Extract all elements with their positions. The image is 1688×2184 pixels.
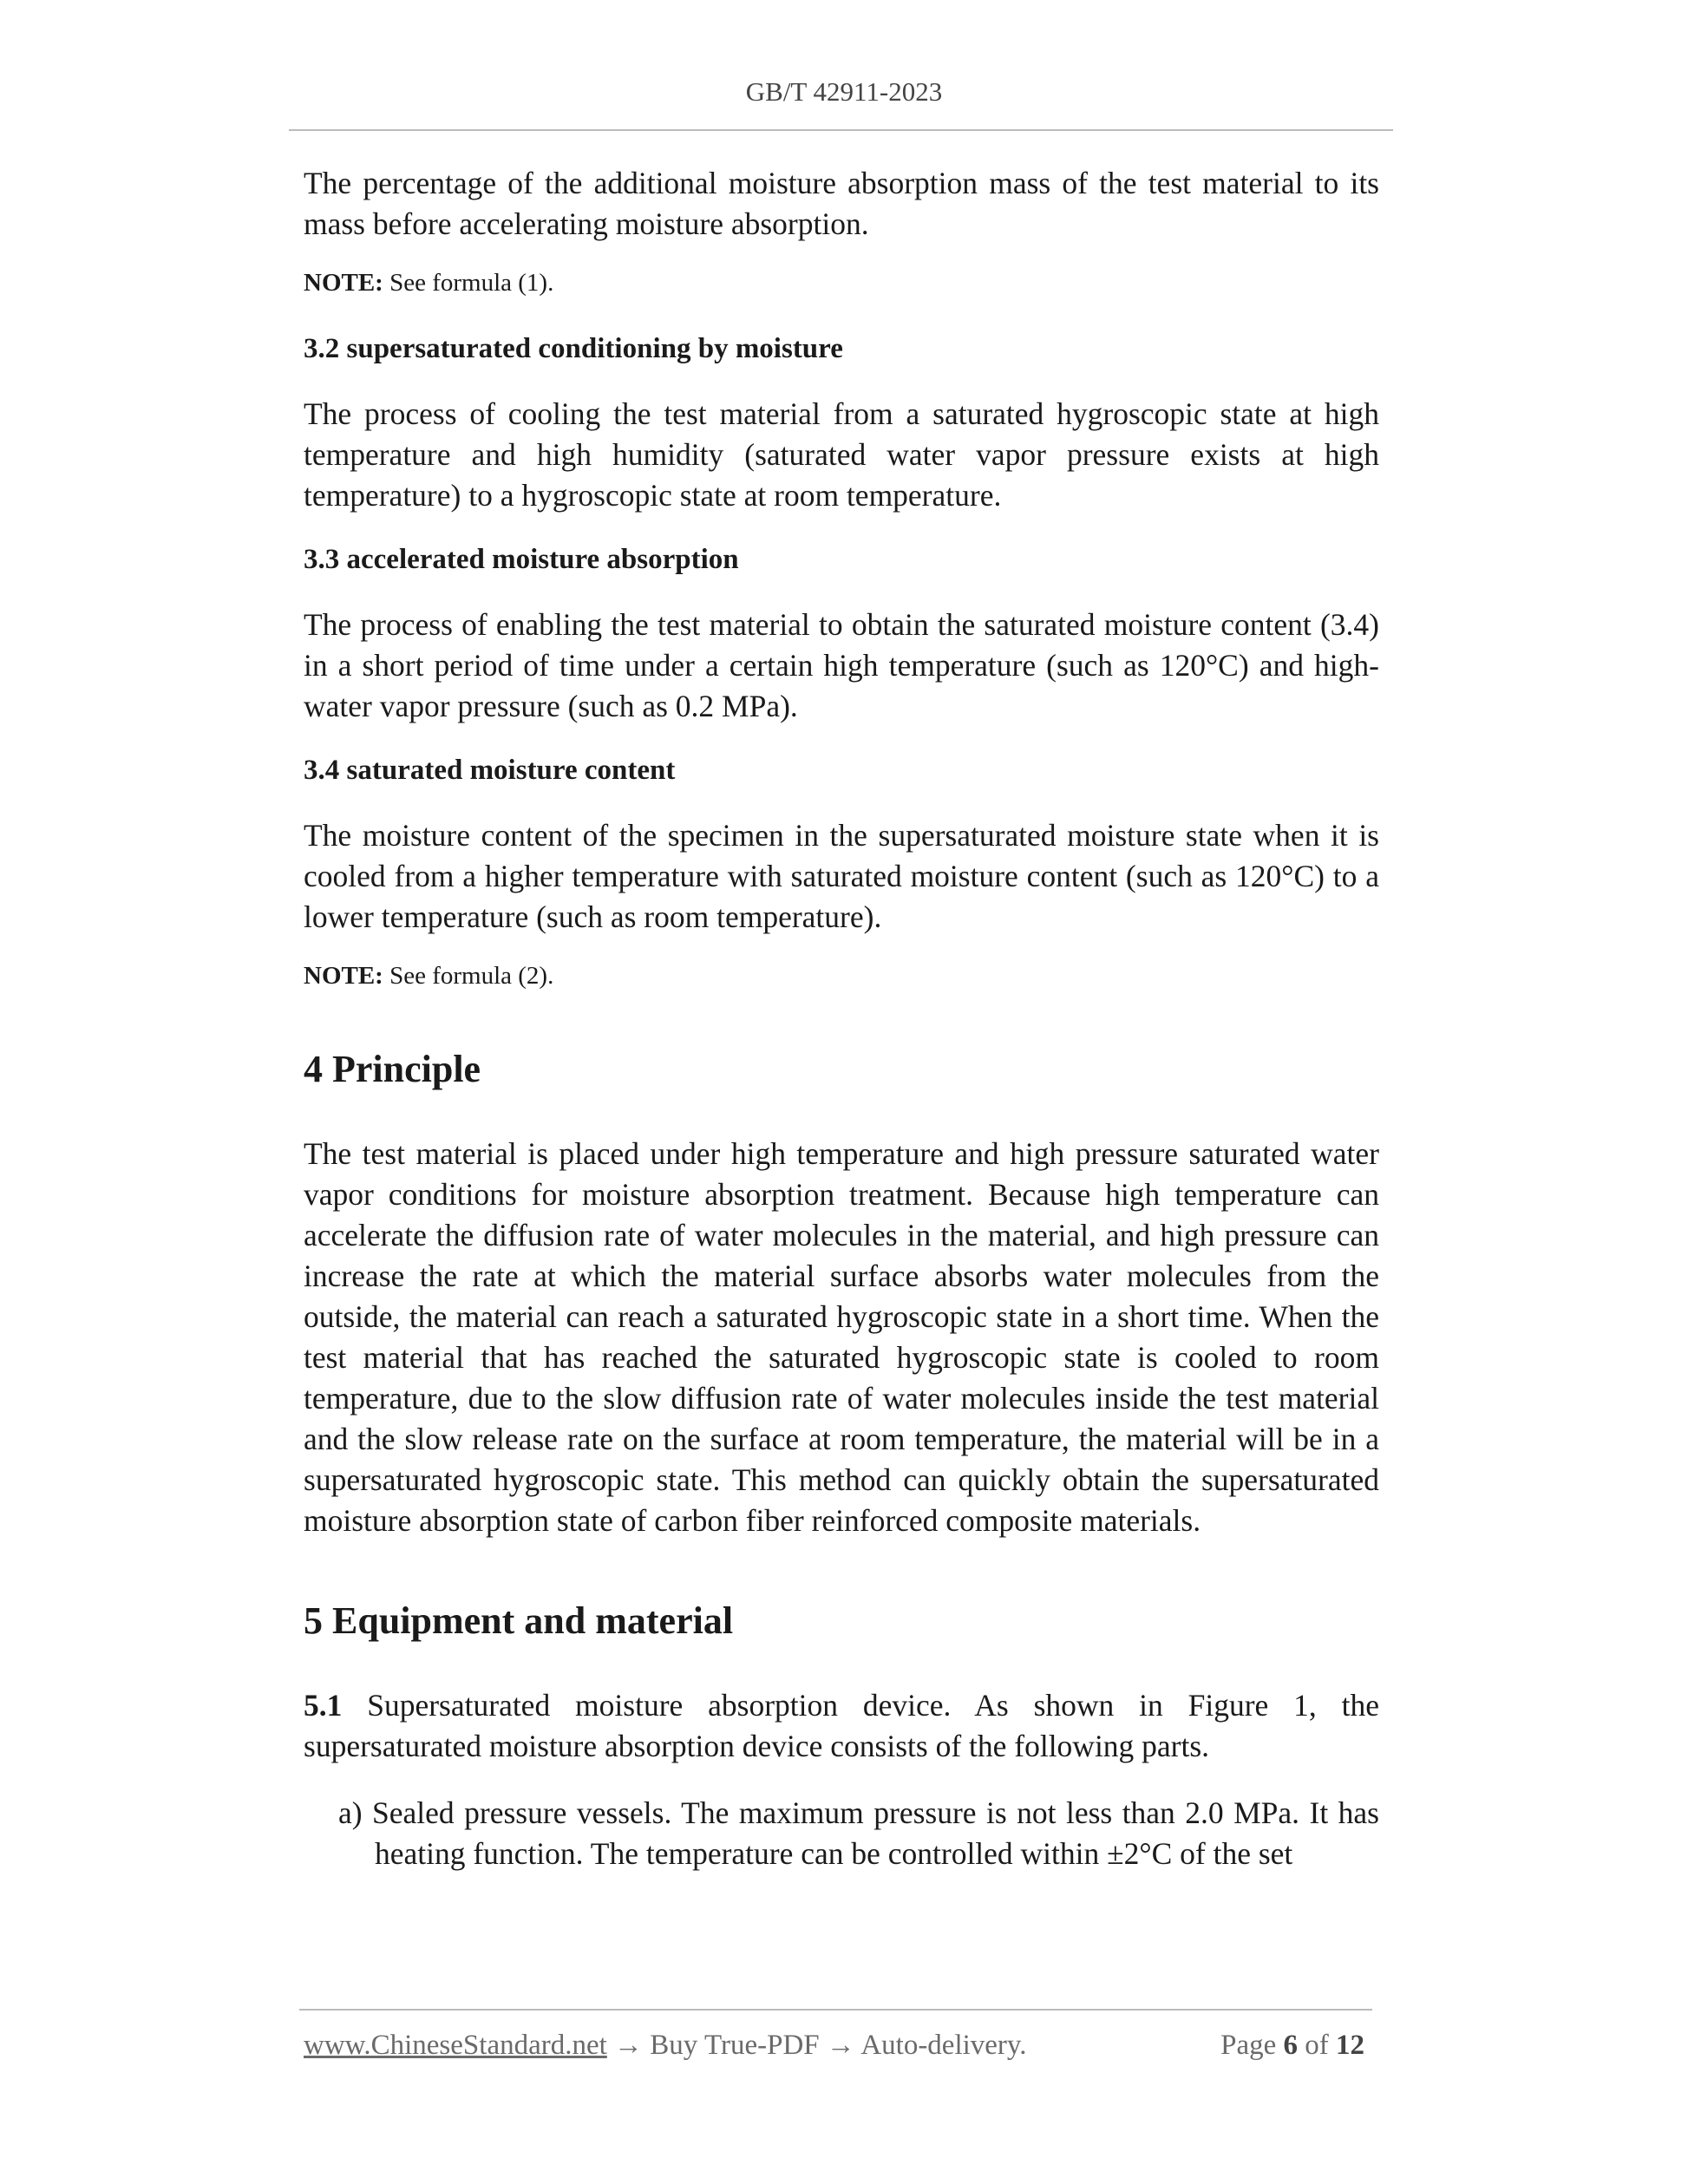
- note-formula-2: [304, 958, 1379, 993]
- note-label: NOTE:: [304, 269, 383, 297]
- auto-delivery-text: Auto-delivery.: [860, 2030, 1027, 2061]
- clause-text: Supersaturated moisture absorption device. As shown in Figure 1, the supersaturated moisture absorption device consists of the following parts.: [304, 1688, 1379, 1763]
- buy-true-pdf-text: Buy True-PDF: [650, 2030, 820, 2061]
- footer-divider: [299, 2009, 1372, 2011]
- note-text: See formula (1).: [389, 269, 554, 297]
- term-3-2-title: 3.2 supersaturated conditioning by moisture: [304, 333, 843, 364]
- of-label: of: [1305, 2030, 1329, 2061]
- term-3-4-title: 3.4 saturated moisture content: [304, 755, 676, 786]
- page-total: 12: [1336, 2030, 1364, 2061]
- definition-3-1-continuation: The percentage of the additional moisture absorption mass of the test material to its mass before accelerating moisture absorption.: [304, 166, 1379, 241]
- list-item-a: a) Sealed pressure vessels. The maximum pressure is not less than 2.0 MPa. It has heating function. The temperature can be controlled within ±2°C of the set: [338, 1795, 1379, 1871]
- section-heading-principle: 4 Principle: [304, 1048, 481, 1090]
- arrow-right-icon: →: [614, 2030, 644, 2061]
- document-code: GB/T 42911-2023: [745, 76, 943, 107]
- note-formula-1: [304, 265, 1379, 300]
- page-indicator: [1220, 2030, 1364, 2062]
- term-3-3-body: The process of enabling the test material to obtain the saturated moisture content (3.4) in a short period of time under a certain high temperature (such as 120°C) and high-water vapor pressure (such as 0.2 MPa).: [304, 607, 1379, 723]
- arrow-right-icon: →: [826, 2030, 855, 2061]
- clause-number: 5.1: [304, 1688, 343, 1723]
- page-label: Page: [1220, 2030, 1277, 2061]
- principle-body: The test material is placed under high temperature and high pressure saturated water vapor conditions for moisture absorption treatment. Because high temperature can accelerate the diffusion rate of water molecules in the material, and high pressure can increase the rate at which the material surface absorbs water molecules from the outside, the material can reach a saturated hygroscopic state in a short time. When the test material that has reached the saturated hygroscopic state is cooled to room temperature, due to the slow diffusion rate of water molecules inside the test material and the slow release rate on the surface at room temperature, the material will be in a supersaturated hygroscopic state. This method can quickly obtain the supersaturated moisture absorption state of carbon fiber reinforced composite materials.: [304, 1136, 1379, 1538]
- website-link[interactable]: www.ChineseStandard.net: [304, 2030, 607, 2061]
- footer-promo: [304, 2030, 1027, 2062]
- section-heading-equipment: 5 Equipment and material: [304, 1599, 734, 1642]
- clause-5-1: [304, 1685, 1379, 1767]
- header-divider: [289, 129, 1393, 131]
- page-content: [304, 163, 1379, 1874]
- term-3-3-title: 3.3 accelerated moisture absorption: [304, 544, 739, 575]
- note-text: See formula (2).: [389, 962, 554, 990]
- term-3-2-body: The process of cooling the test material from a saturated hygroscopic state at high temperature and high humidity (saturated water vapor pressure exists at high temperature) to a hygroscopic state at room temperature.: [304, 396, 1379, 513]
- note-label: NOTE:: [304, 962, 383, 990]
- term-3-4-body: The moisture content of the specimen in the supersaturated moisture state when it is cooled from a higher temperature with saturated moisture content (such as 120°C) to a lower temperature (such as room temperature).: [304, 818, 1379, 934]
- page-number: 6: [1283, 2030, 1298, 2061]
